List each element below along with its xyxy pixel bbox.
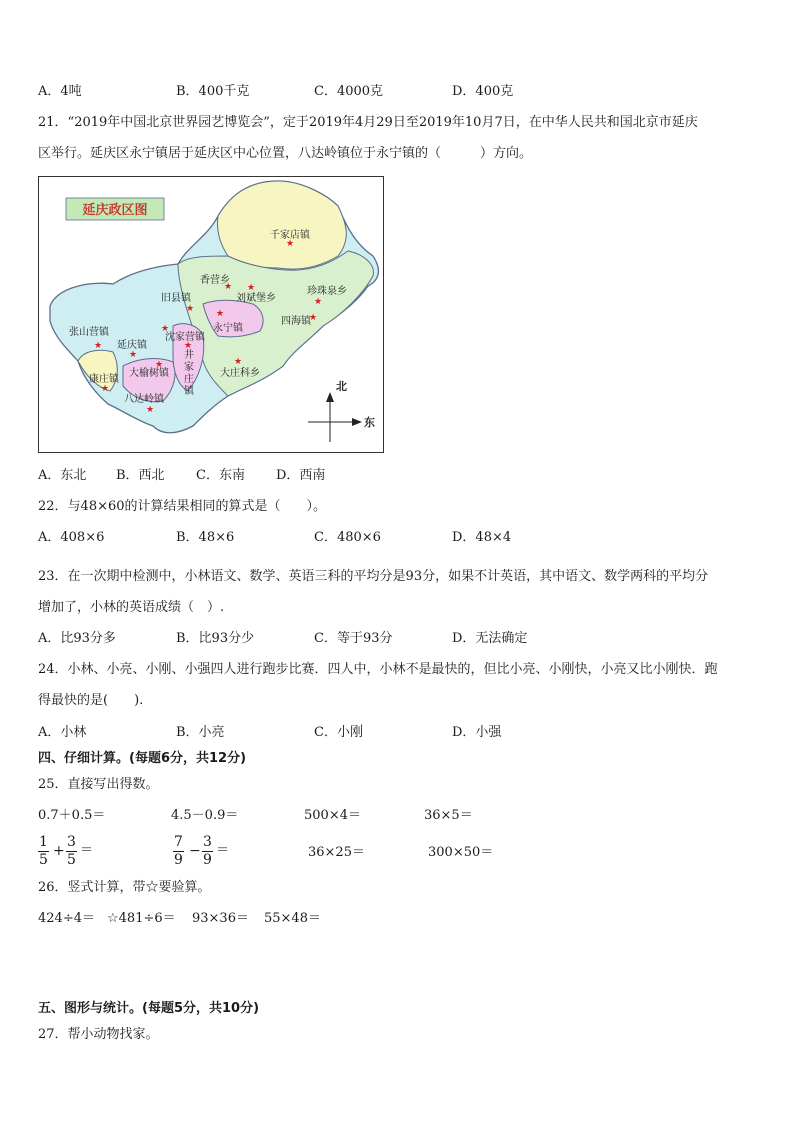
q24-option-d: D．小强 [452,725,502,740]
label-badaling: 八达岭镇 [124,394,164,405]
q24-option-b: B．小亮 [176,725,225,740]
star-icon: ★ [186,304,195,314]
star-icon: ★ [101,384,110,394]
label-qianjiadian: 千家店镇 [270,230,310,241]
q22-option-b: B．48×6 [176,530,235,545]
fraction-numerator: 3 [203,834,212,850]
q25-item-7: 36×25＝ [308,845,365,860]
star-icon: ★ [155,360,164,370]
q24-line2: 得最快的是( ). [38,693,144,708]
q25-item-3: 500×4＝ [304,808,361,823]
q21-option-d: D．西南 [276,468,326,483]
label-jia: 家 [184,362,194,373]
label-zhenzhuquan: 珍珠泉乡 [307,286,347,297]
q22-option-c: C．480×6 [314,530,381,545]
fraction-denominator: 5 [67,852,76,868]
q25-frac1-eq: ＝ [80,843,94,858]
q25-frac1-op: + [53,843,65,859]
star-icon: ★ [286,239,295,249]
star-icon: ★ [234,357,243,367]
q21-option-b: B．西北 [116,468,165,483]
yanqing-map [38,176,384,453]
star-icon: ★ [247,283,256,293]
star-icon: ★ [94,341,103,351]
fraction-numerator: 7 [174,834,183,850]
label-kangzhuang: 康庄镇 [89,374,119,385]
fraction-numerator: 3 [67,834,76,850]
q27-text: 27．帮小动物找家。 [38,1027,159,1042]
q23-option-b: B．比93分少 [176,631,255,646]
q25-item-8: 300×50＝ [428,845,494,860]
q21-option-a: A．东北 [38,468,87,483]
north-label: 北 [336,380,347,393]
q22-text: 22．与48×60的计算结果相同的算式是（ ）。 [38,499,327,514]
label-shenjiaying: 沈家营镇 [165,332,205,343]
star-icon: ★ [314,297,323,307]
q25-item-1: 0.7＋0.5＝ [38,808,106,823]
q23-option-a: A．比93分多 [38,631,116,646]
q20-option-d: D．400克 [452,84,514,99]
fraction-numerator: 1 [39,834,48,850]
q25-frac1-b [66,834,77,869]
q25-frac2-a [173,834,184,869]
q23-line1: 23．在一次期中检测中，小林语文、数学、英语三科的平均分是93分，如果不计英语，其中语文、数学两科的平均分 [38,569,709,584]
star-icon: ★ [224,282,233,292]
label-jing: 井 [184,350,194,361]
q23-option-c: C．等于93分 [314,631,393,646]
east-label: 东 [364,416,375,429]
star-icon: ★ [161,324,170,334]
q25-item-2: 4.5－0.9＝ [171,808,239,823]
map-title: 延庆政区图 [82,203,148,218]
section5-heading: 五、图形与统计。(每题5分，共10分) [38,1001,260,1016]
q22-option-d: D．48×4 [452,530,512,545]
q24-option-c: C．小刚 [314,725,363,740]
q25-frac1-a [38,834,49,869]
label-xiangying: 香营乡 [200,275,230,286]
q26-text: 26．竖式计算，带☆要验算。 [38,880,211,895]
q21-option-c: C．东南 [196,468,245,483]
star-icon: ★ [184,341,193,351]
fraction-denominator: 5 [39,852,48,868]
star-icon: ★ [216,309,225,319]
q21-line1: 21．“2019年中国北京世界园艺博览会”，定于2019年4月29日至2019年10月7日，在中华人民共和国北京市延庆 [38,115,698,130]
star-icon: ★ [146,405,155,415]
q22-option-a: A．408×6 [38,530,105,545]
q20-option-c: C．4000克 [314,84,384,99]
q25-item-4: 36×5＝ [424,808,473,823]
label-zhangshanying: 张山营镇 [69,327,109,338]
q20-option-b: B．400千克 [176,84,250,99]
section4-heading: 四、仔细计算。(每题6分，共12分) [38,751,247,766]
q26-item-1: 424÷4＝ [38,911,95,926]
label-dayushu: 大榆树镇 [129,368,169,379]
fraction-denominator: 9 [174,852,183,868]
label-jiuxian: 旧县镇 [161,293,191,304]
q23-option-d: D．无法确定 [452,631,528,646]
fraction-denominator: 9 [203,852,212,868]
label-dazhuangke: 大庄科乡 [220,368,260,379]
label-yanqing: 延庆镇 [117,340,147,351]
label-sihai: 四海镇 [281,316,311,327]
q23-line2: 增加了，小林的英语成绩（ ）. [38,600,225,615]
q24-option-a: A．小林 [38,725,87,740]
label-liubinbao: 刘斌堡乡 [236,293,276,304]
q24-line1: 24．小林、小亮、小刚、小强四人进行跑步比赛．四人中，小林不是最快的，但比小亮、小刚快，小亮又比小刚快．跑 [38,662,718,677]
star-icon: ★ [309,313,318,323]
q25-frac2-op: − [189,843,201,859]
q26-item-2: ☆481÷6＝ [107,911,176,926]
q26-item-4: 55×48＝ [264,911,321,926]
q26-item-3: 93×36＝ [192,911,249,926]
q21-line2: 区举行。延庆区永宁镇居于延庆区中心位置，八达岭镇位于永宁镇的（ ）方向。 [38,146,533,161]
q25-frac2-eq: ＝ [216,843,230,858]
q25-frac2-b [202,834,213,869]
q20-option-a: A．4吨 [38,84,82,99]
label-zhen: 镇 [184,386,194,397]
q25-text: 25．直接写出得数。 [38,777,159,792]
label-yongning: 永宁镇 [213,323,243,334]
label-zhuang: 庄 [184,374,194,385]
star-icon: ★ [129,350,138,360]
